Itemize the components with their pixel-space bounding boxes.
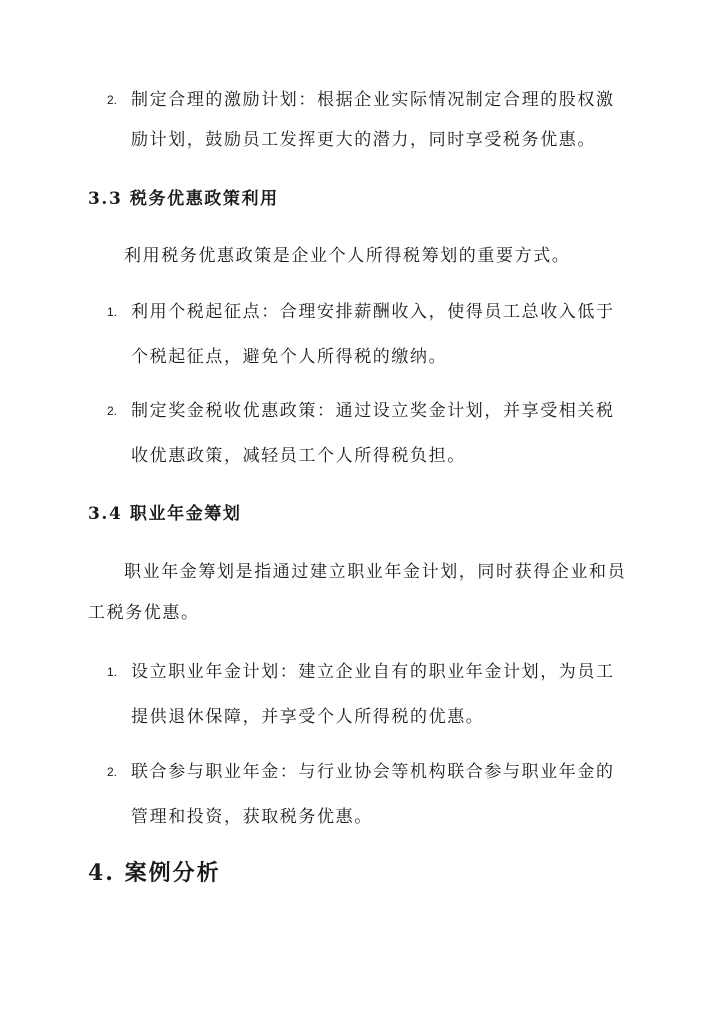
section-heading-3-3: 3.3 税务优惠政策利用 xyxy=(88,189,279,209)
list-item-text-continued: 励计划，鼓励员工发挥更大的潜力，同时享受税务优惠。 xyxy=(131,130,596,150)
list-number: 1. xyxy=(107,305,118,319)
section-intro: 职业年金筹划是指通过建立职业年金计划，同时获得企业和员 xyxy=(124,562,627,582)
list-number: 2. xyxy=(107,404,118,418)
section-intro: 利用税务优惠政策是企业个人所得税筹划的重要方式。 xyxy=(124,246,571,266)
list-item-text: 设立职业年金计划：建立企业自有的职业年金计划，为员工 xyxy=(131,662,615,682)
section-heading-4: 4. 案例分析 xyxy=(88,860,221,886)
list-item-text: 利用个税起征点：合理安排薪酬收入，使得员工总收入低于 xyxy=(131,302,615,322)
list-item-text: 制定合理的激励计划：根据企业实际情况制定合理的股权激 xyxy=(131,90,615,110)
section-intro-continued: 工税务优惠。 xyxy=(88,603,200,623)
list-item-text: 联合参与职业年金：与行业协会等机构联合参与职业年金的 xyxy=(131,762,615,782)
list-item-text-continued: 提供退休保障，并享受个人所得税的优惠。 xyxy=(131,707,485,727)
list-item-text-continued: 收优惠政策，减轻员工个人所得税负担。 xyxy=(131,446,466,466)
list-number: 1. xyxy=(107,665,118,679)
section-heading-3-4: 3.4 职业年金筹划 xyxy=(88,504,242,524)
list-number: 2. xyxy=(107,93,118,107)
list-item-text-continued: 管理和投资，获取税务优惠。 xyxy=(131,807,373,827)
list-number: 2. xyxy=(107,765,118,779)
list-item-text: 制定奖金税收优惠政策：通过设立奖金计划，并享受相关税 xyxy=(131,401,615,421)
list-item-text-continued: 个税起征点，避免个人所得税的缴纳。 xyxy=(131,347,448,367)
